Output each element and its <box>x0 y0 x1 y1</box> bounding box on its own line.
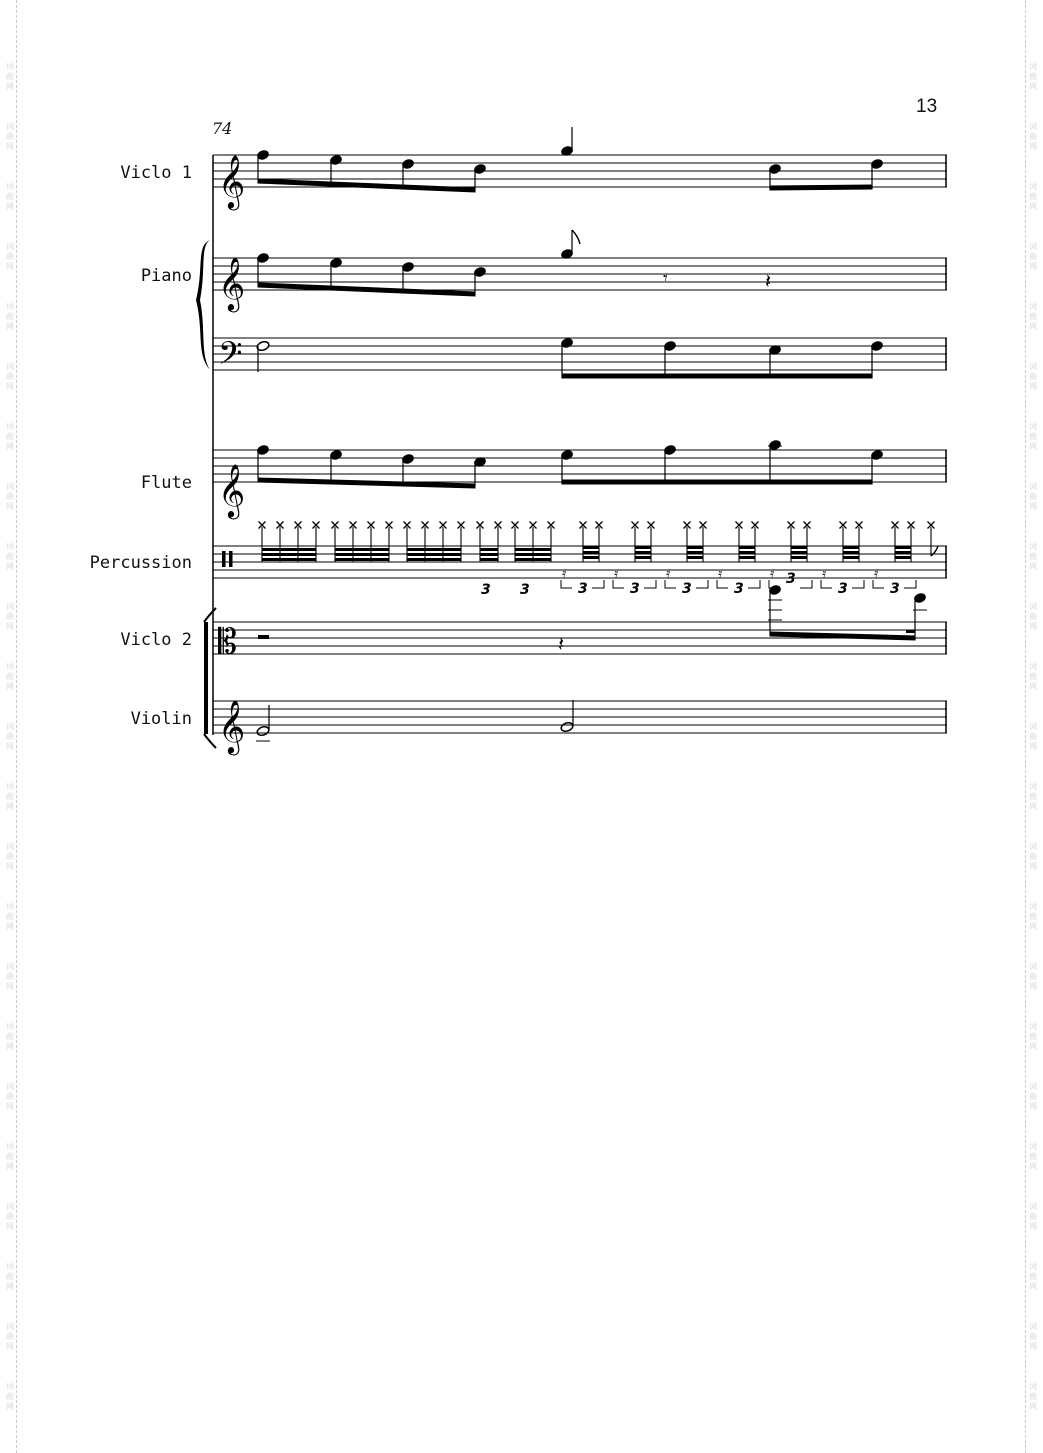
watermark-glyphs: 词 曲 网 <box>6 242 14 271</box>
watermark-glyphs: 词 曲 网 <box>6 482 14 511</box>
treble-clef-violin: 𝄞 <box>218 699 246 753</box>
watermark-glyphs: 词 曲 网 <box>1029 782 1037 811</box>
percussion-clef <box>222 551 233 567</box>
watermark-glyphs: 词 曲 网 <box>6 1262 14 1291</box>
tuplet-3-label: 3 <box>734 581 744 597</box>
watermark-glyphs: 词 曲 网 <box>6 602 14 631</box>
tuplet-3-label: 3 <box>578 581 588 597</box>
watermark-glyphs: 词 曲 网 <box>6 722 14 751</box>
alto-clef-viclo-2: 𝄡 <box>218 622 237 662</box>
strings-bracket <box>204 608 216 748</box>
watermark-glyphs: 词 曲 网 <box>1029 1382 1037 1411</box>
flute-notes <box>256 439 884 488</box>
watermark-glyphs: 词 曲 网 <box>6 902 14 931</box>
measure-number: 74 <box>212 119 233 138</box>
watermark-glyphs: 词 曲 网 <box>6 842 14 871</box>
viclo-2-notes <box>258 584 927 656</box>
svg-text:𝄿: 𝄿 <box>822 566 827 582</box>
tuplet-3-label: 3 <box>520 582 530 598</box>
watermark-glyphs: 词 曲 网 <box>1029 62 1037 91</box>
watermark-glyphs: 词 曲 网 <box>6 122 14 151</box>
watermark-glyphs: 词 曲 网 <box>1029 302 1037 331</box>
treble-clef-flute: 𝄞 <box>218 463 246 517</box>
watermark-glyphs: 词 曲 网 <box>6 62 14 91</box>
piano-brace <box>196 240 210 370</box>
svg-text:𝄿: 𝄿 <box>666 566 671 582</box>
watermark-glyphs: 词 曲 网 <box>1029 1142 1037 1171</box>
watermark-glyphs: 词 曲 网 <box>6 422 14 451</box>
watermark-glyphs: 词 曲 网 <box>1029 1082 1037 1111</box>
watermark-glyphs: 词 曲 网 <box>1029 362 1037 391</box>
instrument-label-piano: Piano <box>140 266 192 286</box>
tuplet-3-label: 3 <box>838 581 848 597</box>
tuplet-3-label: 3 <box>890 581 900 597</box>
svg-text:𝄿: 𝄿 <box>562 566 567 582</box>
watermark-glyphs: 词 曲 网 <box>6 662 14 691</box>
tuplet-3-label: 3 <box>481 582 491 598</box>
bass-clef-piano: 𝄢 <box>218 335 243 379</box>
svg-text:𝄽: 𝄽 <box>558 632 565 656</box>
watermark-glyphs: 词 曲 网 <box>1029 122 1037 151</box>
svg-text:𝄿: 𝄿 <box>718 566 723 582</box>
watermark-glyphs: 词 曲 网 <box>6 302 14 331</box>
watermark-glyphs: 词 曲 网 <box>1029 722 1037 751</box>
svg-text:𝄽: 𝄽 <box>765 269 772 293</box>
treble-clef-piano: 𝄞 <box>218 256 246 310</box>
watermark-glyphs: 词 曲 网 <box>6 1202 14 1231</box>
watermark-glyphs: 词 曲 网 <box>6 1022 14 1051</box>
watermark-glyphs: 词 曲 网 <box>1029 242 1037 271</box>
tuplet-3-label: 3 <box>682 581 692 597</box>
instrument-label-viclo-1: Viclo 1 <box>120 163 192 183</box>
watermark-glyphs: 词 曲 网 <box>1029 902 1037 931</box>
watermark-glyphs: 词 曲 网 <box>1029 182 1037 211</box>
instrument-label-flute: Flute <box>140 473 192 493</box>
violin-notes <box>256 700 574 741</box>
staff-violin <box>213 701 947 733</box>
svg-text:𝄿: 𝄿 <box>614 566 619 582</box>
watermark-glyphs: 词 曲 网 <box>6 182 14 211</box>
watermark-glyphs: 词 曲 网 <box>1029 1262 1037 1291</box>
staff-flute <box>213 450 947 482</box>
watermark-glyphs: 词 曲 网 <box>1029 542 1037 571</box>
watermark-glyphs: 词 曲 网 <box>1029 962 1037 991</box>
svg-text:𝄾: 𝄾 <box>663 268 668 289</box>
watermark-glyphs: 词 曲 网 <box>6 542 14 571</box>
watermark-glyphs: 词 曲 网 <box>6 962 14 991</box>
viclo-1-notes <box>256 127 883 192</box>
watermark-glyphs: 词 曲 网 <box>1029 602 1037 631</box>
watermark-glyphs: 词 曲 网 <box>1029 1202 1037 1231</box>
page-number: 13 <box>916 96 938 117</box>
watermark-glyphs: 词 曲 网 <box>1029 422 1037 451</box>
piano-lh-notes <box>256 337 884 378</box>
watermark-glyphs: 词 曲 网 <box>1029 1022 1037 1051</box>
treble-clef-viclo-1: 𝄞 <box>218 154 246 208</box>
svg-text:𝄿: 𝄿 <box>874 566 879 582</box>
watermark-glyphs: 词 曲 网 <box>6 1322 14 1351</box>
staff-percussion <box>213 546 947 578</box>
staff-piano-bass <box>213 338 947 370</box>
svg-text:𝄿: 𝄿 <box>770 566 775 582</box>
instrument-label-viclo-2: Viclo 2 <box>120 630 192 650</box>
instrument-label-percussion: Percussion <box>89 553 192 573</box>
watermark-glyphs: 词 曲 网 <box>1029 662 1037 691</box>
instrument-label-violin: Violin <box>130 709 192 729</box>
tuplet-3-label: 3 <box>786 571 796 587</box>
tuplet-markings <box>481 571 900 598</box>
watermark-glyphs: 词 曲 网 <box>1029 842 1037 871</box>
watermark-glyphs: 词 曲 网 <box>6 1142 14 1171</box>
watermark-glyphs: 词 曲 网 <box>1029 482 1037 511</box>
piano-rh-notes <box>256 230 771 296</box>
tuplet-3-label: 3 <box>630 581 640 597</box>
watermark-glyphs: 词 曲 网 <box>6 362 14 391</box>
watermark-glyphs: 词 曲 网 <box>6 782 14 811</box>
watermark-glyphs: 词 曲 网 <box>6 1382 14 1411</box>
watermark-glyphs: 词 曲 网 <box>1029 1322 1037 1351</box>
watermark-glyphs: 词 曲 网 <box>6 1082 14 1111</box>
